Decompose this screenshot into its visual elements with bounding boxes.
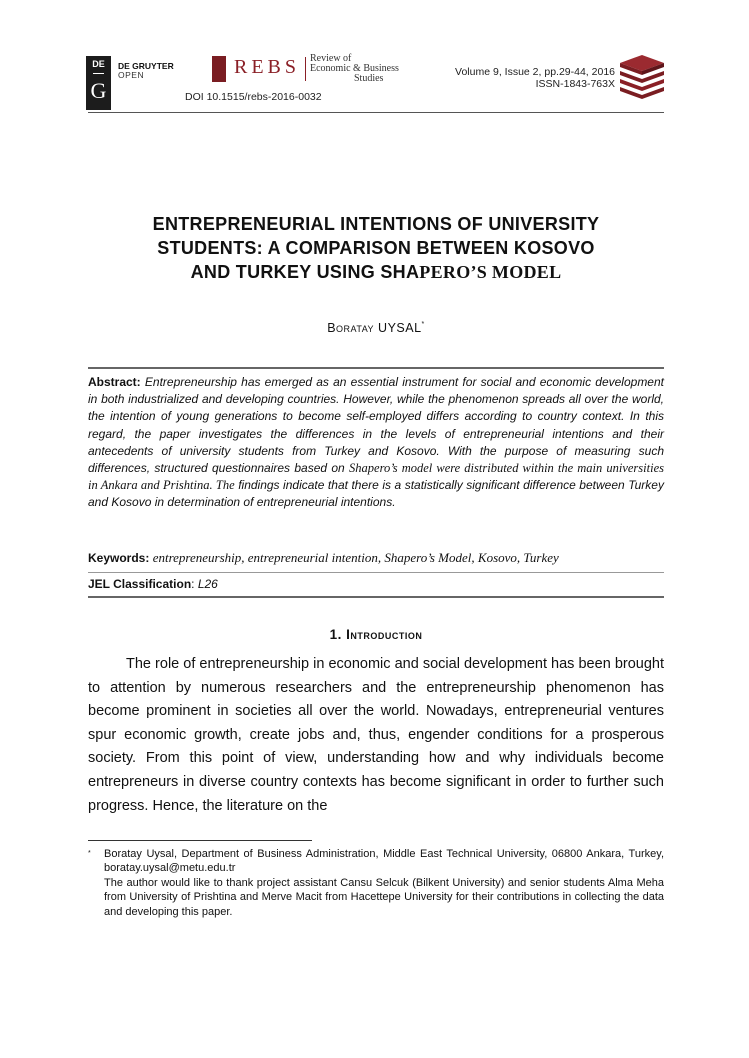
- volume-issue: Volume 9, Issue 2, pp.29-44, 2016: [455, 66, 615, 78]
- book-stack-icon: [618, 53, 666, 101]
- jel-classification: JEL Classification: L26: [88, 577, 218, 591]
- logo-de-text: DE: [92, 59, 105, 69]
- logo-g-text: G: [90, 78, 107, 103]
- journal-logo-divider: [305, 57, 306, 81]
- author-footnote-mark: *: [421, 321, 425, 328]
- publisher-name: [118, 62, 174, 80]
- footnote-rule: [88, 840, 312, 841]
- author-first-name: Boratay: [327, 321, 375, 335]
- body-paragraph: The role of entrepreneurship in economic and social development has been brought to attention by numerous researchers and the entrepreneurship phenomenon has become prominent in societies all over the world. Nowadays, entrepreneurial ventures spur economic growth, create jobs and, thus, engender conditions for a prosperous society. From this point of view, understanding how and why individuals become entrepreneurs in diverse country contexts has become significant in order to further such progress. Hence, the literature on the: [88, 656, 664, 814]
- abstract-top-rule: [88, 367, 664, 369]
- abstract-text-2: Shapero’s model were distributed within the main universities in Ankara and Prishtina. The: [88, 461, 664, 493]
- rebs-logo-mark: [212, 56, 226, 82]
- doi: DOI 10.1515/rebs-2016-0032: [185, 91, 322, 103]
- jel-value: L26: [197, 577, 218, 591]
- journal-name-line2: Economic & Business: [310, 63, 399, 74]
- volume-info: [430, 66, 615, 90]
- journal-abbrev: REBS: [234, 56, 301, 78]
- author: [60, 321, 692, 335]
- keywords-rule: [88, 572, 664, 573]
- journal-name-line1: Review of: [310, 53, 352, 64]
- logo-divider: [93, 73, 104, 74]
- header-rule: [88, 112, 664, 113]
- keywords-label: Keywords: [88, 551, 146, 565]
- footnote: [88, 847, 664, 919]
- journal-name-line3: Studies: [354, 73, 384, 84]
- abstract-text-1: Entrepreneurship has emerged as an essential instrument for social and economic development in both industrialized and developing countries. However, while the phenomenon spreads all over the world, the intention of young generations to become self-employed differs according to country context. In this regard, the paper investigates the differences in the levels of entrepreneurial intentions and their antecedents of university students from Turkey and Kosovo. With the purpose of measuring such differences, structured questionnaires based on: [88, 375, 664, 476]
- jel-label: JEL Classification: [88, 577, 192, 591]
- title-line-1: ENTREPRENEURIAL INTENTIONS OF UNIVERSITY: [152, 214, 600, 234]
- keywords: Keywords: entrepreneurship, entrepreneurial intention, Shapero’s Model, Kosovo, Turkey: [88, 550, 559, 565]
- degruyter-logo: [86, 56, 111, 110]
- abstract: [88, 374, 664, 512]
- section-number: 1.: [329, 627, 342, 642]
- publisher-name-main: DE GRUYTER: [118, 61, 174, 71]
- journal-name: [310, 54, 399, 84]
- title-line-3-tail: PERO’S MODEL: [419, 262, 562, 282]
- footnote-mark: *: [88, 850, 91, 857]
- title-line-2: STUDENTS: A COMPARISON BETWEEN KOSOVO: [157, 238, 595, 258]
- title-line-3-main: AND TURKEY USING SHA: [190, 262, 420, 282]
- footnote-acknowledgement: The author would like to thank project assistant Cansu Selcuk (Bilkent University) and senior students Alma Meha from University of Prishtina and Merve Macit from Hacettepe University for their contributions in collecting the data and developing this paper.: [104, 876, 664, 918]
- abstract-label: Abstract:: [88, 375, 141, 389]
- issn: ISSN-1843-763X: [535, 78, 615, 90]
- section-title: Introduction: [346, 627, 423, 642]
- publisher-name-sub: OPEN: [118, 70, 145, 80]
- abstract-text-3: findings indicate that there is a statistically significant difference between Turkey and Kosovo in determination of entrepreneurial intentions.: [88, 478, 664, 510]
- abstract-bottom-rule: [88, 596, 664, 598]
- author-last-name: UYSAL: [378, 321, 422, 335]
- keywords-value: entrepreneurship, entrepreneurial intention, Shapero’s Model, Kosovo, Turkey: [152, 550, 559, 565]
- title-line-3: [60, 260, 692, 284]
- article-title: [60, 212, 692, 284]
- section-heading: [88, 627, 664, 642]
- footnote-affiliation: Boratay Uysal, Department of Business Administration, Middle East Technical University, 06800 Ankara, Turkey, boratay.uysal@metu.edu.tr: [104, 848, 664, 875]
